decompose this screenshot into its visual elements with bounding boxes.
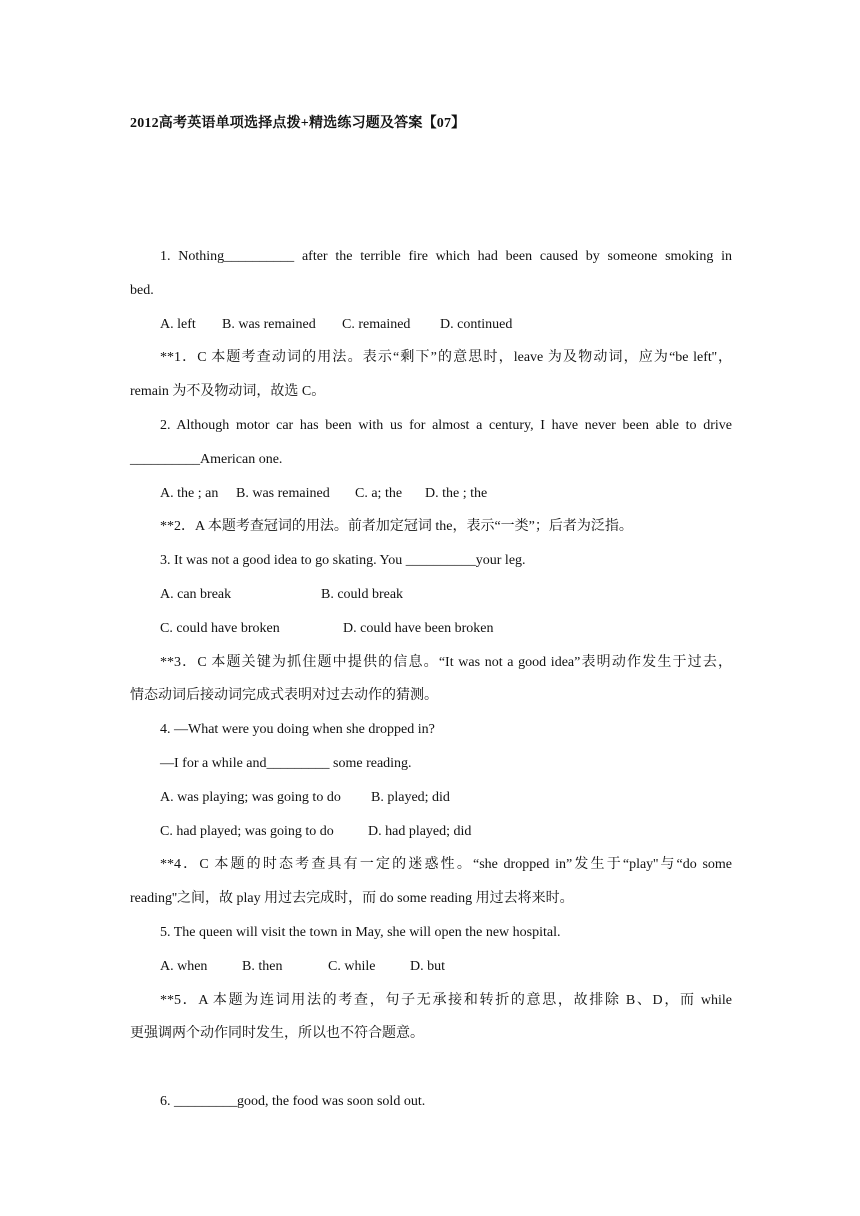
question-4-option-d: D. had played; did [368, 823, 472, 839]
question-1-note-line-1: **1．C 本题考查动词的用法。表示“剩下”的意思时，leave 为及物动词，应为“be left''， [160, 350, 732, 366]
question-3-option-b: B. could break [321, 586, 404, 602]
question-2-note-line-1: **2．A 本题考查冠词的用法。前者加定冠词 the，表示“一类”；后者为泛指。 [160, 519, 633, 535]
question-2-option-d: D. the ; the [425, 485, 488, 501]
question-1-option-d: D. continued [440, 316, 513, 332]
question-5-stem-line-1: 5. The queen will visit the town in May, she will open the new hospital. [160, 924, 561, 940]
question-5-note-line-2: 更强调两个动作同时发生，所以也不符合题意。 [130, 1026, 424, 1042]
question-2-stem-line-2: __________American one. [130, 451, 283, 467]
question-4-option-b: B. played; did [371, 789, 450, 805]
document-body [130, 240, 732, 1119]
question-5-note-line-1: **5．A 本题为连词用法的考查，句子无承接和转折的意思，故排除 B、D，而 while [160, 992, 732, 1008]
question-2-options [130, 477, 732, 511]
question-1-note-line-2: remain 为不及物动词，故选 C。 [130, 384, 326, 400]
question-1-option-c: C. remained [342, 316, 411, 332]
blank-line [130, 1051, 732, 1085]
question-3-option-a: A. can break [160, 586, 232, 602]
question-1-option-a: A. left [160, 316, 196, 332]
question-4-stem-line-2: —I for a while and_________ some reading. [160, 755, 412, 771]
question-4-option-c: C. had played; was going to do [160, 823, 334, 839]
question-4-options-row-2 [130, 815, 732, 849]
question-3-options-row-1 [130, 578, 732, 612]
question-2-option-a: A. the ; an [160, 485, 219, 501]
question-4-note-line-1: **4．C 本题的时态考查具有一定的迷惑性。“she dropped in”发生于“play''与“do some [160, 857, 732, 873]
question-4-option-a: A. was playing; was going to do [160, 789, 341, 805]
question-3-note-line-1: **3．C 本题关键为抓住题中提供的信息。“It was not a good idea”表明动作发生于过去， [160, 654, 732, 670]
question-2-option-c: C. a; the [355, 485, 403, 501]
question-3-note-line-2: 情态动词后接动词完成式表明对过去动作的猜测。 [130, 688, 438, 704]
question-3-stem-line-1: 3. It was not a good idea to go skating. You __________your leg. [160, 553, 526, 569]
question-5-option-c: C. while [328, 958, 376, 974]
question-2-stem-line-1: 2. Although motor car has been with us for almost a century, I have never been able to drive [160, 417, 732, 433]
question-5-options [130, 950, 732, 984]
question-6-stem-line-1: 6. _________good, the food was soon sold out. [160, 1093, 426, 1109]
question-1-stem-line-2: bed. [130, 282, 154, 298]
question-4-stem-line-1: 4. —What were you doing when she dropped in? [160, 722, 435, 738]
question-5-option-a: A. when [160, 958, 208, 974]
question-4-options-row-1 [130, 781, 732, 815]
question-5-option-d: D. but [410, 958, 445, 974]
question-5-option-b: B. then [242, 958, 283, 974]
question-2-option-b: B. was remained [236, 485, 330, 501]
question-4-note-line-2: reading''之间，故 play 用过去完成时，而 do some reading 用过去将来时。 [130, 891, 574, 907]
question-3-option-c: C. could have broken [160, 620, 280, 636]
question-1-options [130, 308, 732, 342]
question-3-option-d: D. could have been broken [343, 620, 494, 636]
question-1-stem-line-1: 1. Nothing__________ after the terrible fire which had been caused by someone smoking in [160, 249, 732, 264]
question-3-options-row-2 [130, 612, 732, 646]
document-title: 2012高考英语单项选择点拨+精选练习题及答案【07】 [130, 116, 466, 131]
question-1-option-b: B. was remained [222, 316, 316, 332]
